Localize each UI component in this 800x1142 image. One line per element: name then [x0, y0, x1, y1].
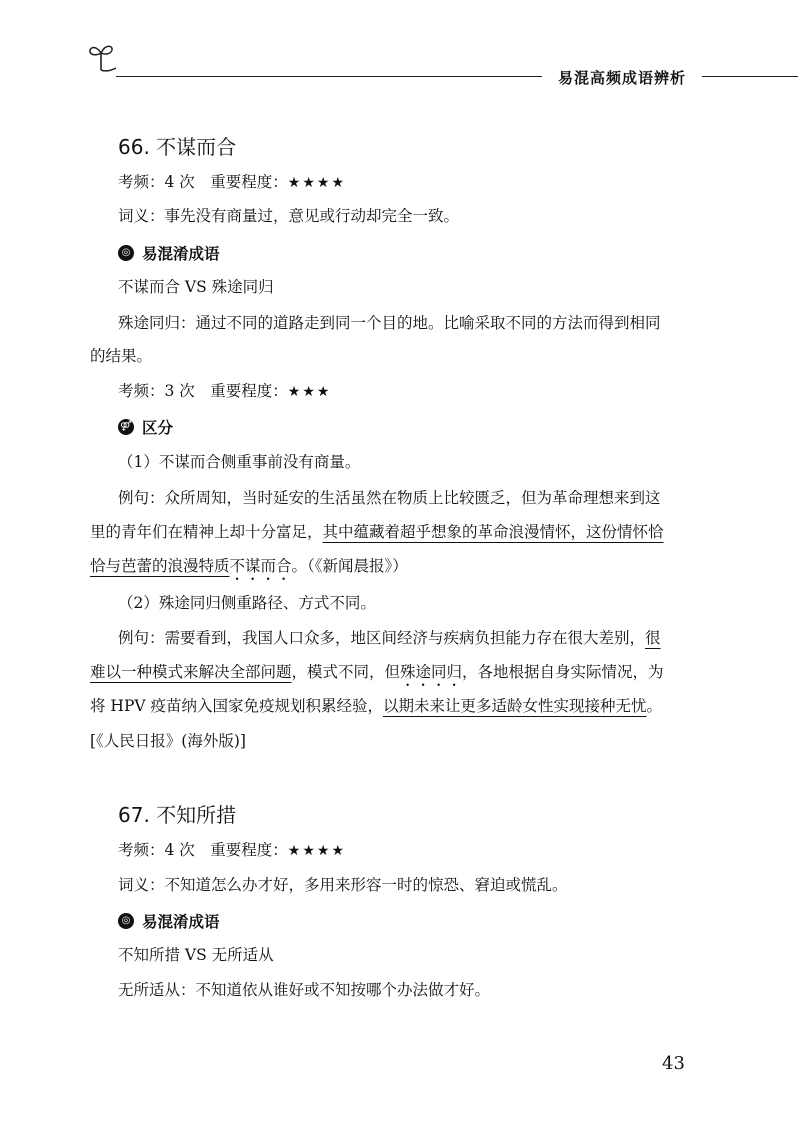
- example-2-line-3: [90, 696, 662, 716]
- importance-stars: ★★★★: [287, 843, 346, 859]
- confusable-section-heading-67: [118, 910, 220, 932]
- example-1-line-2: [90, 522, 664, 542]
- entry-66-title: 66. 不谋而合: [118, 135, 237, 159]
- example-2-line-1: [118, 628, 661, 648]
- frequency-label: 考频：3 次 重要程度：: [118, 382, 288, 400]
- entry-67-title: 67. 不知所措: [118, 803, 237, 827]
- importance-stars: ★★★: [287, 384, 332, 400]
- confusable-pair: 不谋而合 VS 殊途同归: [118, 278, 274, 296]
- example-2-line-2: [90, 662, 664, 690]
- example-source: 。（《新闻晨报》）: [291, 557, 408, 575]
- badge-icon: ◎: [118, 245, 134, 261]
- badge-icon: ◎: [118, 913, 134, 929]
- underlined-phrase: 其中蕴藏着超乎想象的革命浪漫情怀，这份情怀恰: [322, 523, 664, 541]
- underlined-phrase: 以期未来让更多适龄女性实现接种无忧: [383, 697, 647, 715]
- confusable-heading-text: 易混淆成语: [142, 245, 220, 263]
- underlined-phrase: 恰与芭蕾的浪漫特质: [90, 557, 230, 575]
- other-definition-line-1: 殊途同归：通过不同的道路走到同一个目的地。比喻采取不同的方法而得到相同: [118, 314, 661, 332]
- confusable-section-heading: [118, 242, 220, 264]
- example-1-line-3: [90, 556, 408, 584]
- example-2-source: [《人民日报》(海外版)]: [90, 732, 246, 750]
- emphasized-idiom: 殊途同归: [400, 663, 463, 681]
- entry-66-meaning: 词义：事先没有商量过，意见或行动却完全一致。: [118, 207, 460, 225]
- example-text: ，各地根据自身实际情况，为: [462, 663, 664, 681]
- underlined-phrase: 很: [645, 629, 661, 647]
- sprout-icon: [86, 40, 116, 72]
- running-head: 易混高频成语辨析: [558, 69, 687, 87]
- frequency-label: 考频：4 次 重要程度：: [118, 841, 288, 859]
- example-text: 。: [646, 697, 663, 715]
- example-text: 例句：需要看到，我国人口众多，地区间经济与疾病负担能力存在很大差别，: [118, 629, 646, 647]
- emphasized-idiom: 不谋而合: [229, 557, 292, 575]
- example-1-line-1: 例句：众所周知，当时延安的生活虽然在物质上比较匮乏，但为革命理想来到这: [118, 489, 661, 507]
- difference-point-2: （2）殊途同归侧重路径、方式不同。: [118, 594, 376, 612]
- example-text: ，模式不同，但: [291, 663, 401, 681]
- difference-heading-text: 区分: [142, 419, 174, 437]
- confusable-heading-text: 易混淆成语: [142, 913, 220, 931]
- other-frequency: [118, 381, 331, 402]
- difference-point-1: （1）不谋而合侧重事前没有商量。: [118, 453, 361, 471]
- entry-67-frequency: [118, 840, 346, 861]
- page-number: 43: [662, 1053, 685, 1074]
- frequency-label: 考频：4 次 重要程度：: [118, 173, 288, 191]
- other-definition-67: 无所适从：不知道依从谁好或不知按哪个办法做才好。: [118, 981, 491, 999]
- importance-stars: ★★★★: [287, 175, 346, 191]
- entry-67-meaning: 词义：不知道怎么办才好，多用来形容一时的惊恐、窘迫或慌乱。: [118, 876, 568, 894]
- header-rule: [116, 76, 542, 77]
- difference-section-heading: [118, 416, 173, 438]
- example-text: 将 HPV 疫苗纳入国家免疫规划积累经验，: [90, 697, 383, 715]
- example-text: 里的青年们在精神上却十分富足，: [90, 523, 323, 541]
- compare-icon: ⚤: [118, 419, 134, 435]
- underlined-phrase: 难以一种模式来解决全部问题: [90, 663, 292, 681]
- other-definition-line-2: 的结果。: [90, 347, 153, 365]
- confusable-pair-67: 不知所措 VS 无所适从: [118, 946, 274, 964]
- header-rule-right: [702, 76, 798, 77]
- entry-66-frequency: [118, 172, 346, 193]
